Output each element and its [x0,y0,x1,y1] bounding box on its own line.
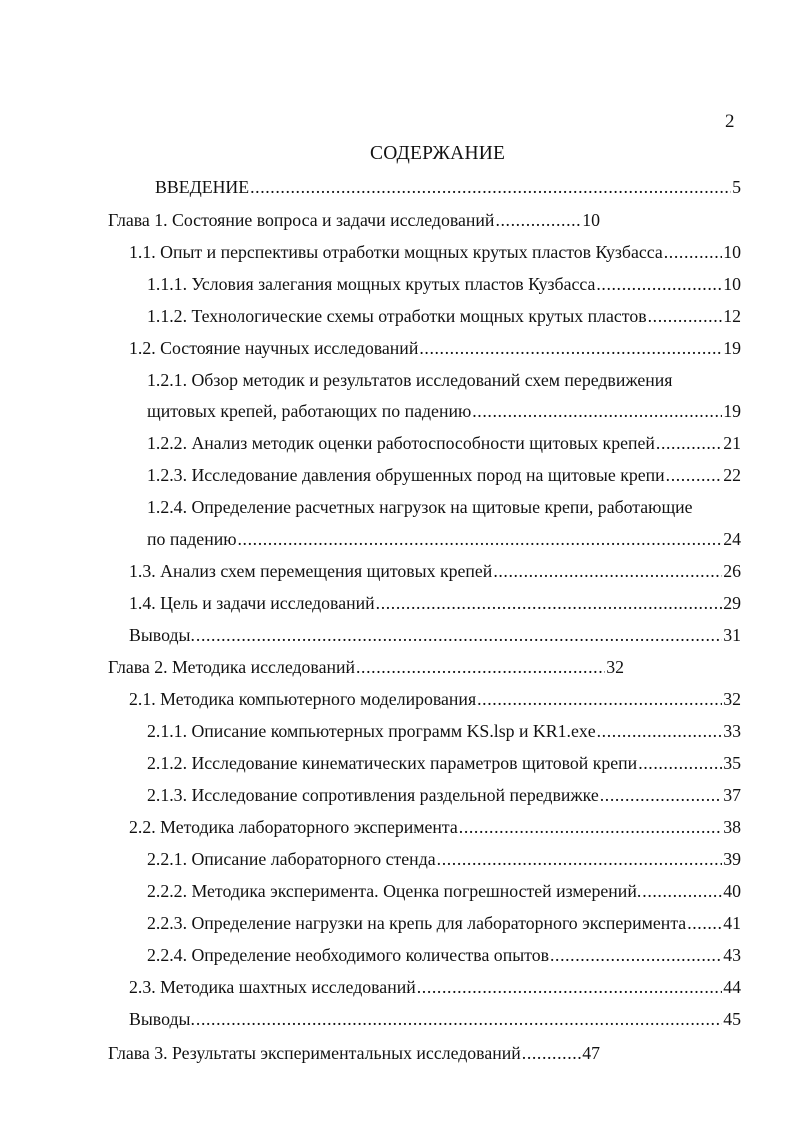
toc-entry-page: 10 [723,274,741,294]
toc-dot-leader [495,208,581,232]
toc-entry-page: 41 [723,913,741,933]
toc-entry-page: 29 [723,593,741,613]
toc-dot-leader [437,847,723,871]
toc-dot-leader [356,655,605,679]
toc-entry-text: 2.2.3. Определение нагрузки на крепь для лабораторного эксперимента [147,913,687,933]
toc-entry-chapter-1[interactable] [108,208,600,232]
toc-entry-1-2-4[interactable] [147,527,741,551]
toc-entry-page: 37 [723,785,741,805]
toc-dot-leader [597,719,723,743]
toc-entry-1-2-1[interactable] [147,399,741,423]
toc-entry-text: по падению [147,529,237,549]
toc-dot-leader [477,687,722,711]
toc-entry-text: 2.2. Методика лабораторного эксперимента [129,817,458,837]
toc-entry-conclusions-2[interactable] [129,1007,741,1031]
toc-entry-2-1[interactable] [129,687,741,711]
toc-entry-text: 1.1.1. Условия залегания мощных крутых пластов Кузбасса [147,274,596,294]
toc-entry-page: 12 [723,306,741,326]
toc-entry-2-1-3[interactable] [147,783,741,807]
toc-dot-leader [550,943,722,967]
toc-entry-1-2-3[interactable] [147,463,741,487]
toc-dot-leader [648,304,723,328]
toc-dot-leader [196,1007,722,1031]
toc-dot-leader [666,463,723,487]
toc-entry-text: 1.2.3. Исследование давления обрушенных пород на щитовые крепи [147,465,665,485]
toc-dot-leader [196,623,722,647]
toc-entry-text: 2.1. Методика компьютерного моделирования [129,689,477,709]
toc-dot-leader [687,911,722,935]
toc-entry-page: 47 [582,1043,600,1063]
toc-entry-text: 2.1.1. Описание компьютерных программ KS.lsp и KR1.exe [147,721,596,741]
toc-entry-text: ВВЕДЕНИЕ [155,177,250,197]
toc-entry-text: Глава 2. Методика исследований [108,657,356,677]
toc-entry-page: 10 [723,242,741,262]
toc-dot-leader [459,815,722,839]
toc-entry-text: Глава 3. Результаты экспериментальных исследований [108,1043,521,1063]
toc-dot-leader [250,175,731,199]
toc-entry-text: 1.2. Состояние научных исследований [129,338,419,358]
toc-entry-page: 24 [723,529,741,549]
toc-dot-leader [656,431,722,455]
toc-entry-page: 26 [723,561,741,581]
toc-entry-page: 38 [723,817,741,837]
toc-dot-leader [642,879,722,903]
toc-entry-page: 5 [732,177,741,197]
toc-dot-leader [600,783,722,807]
toc-entry-2-3[interactable] [129,975,741,999]
toc-dot-leader [472,399,722,423]
toc-entry-1-3[interactable] [129,559,741,583]
toc-entry-text: 2.2.4. Определение необходимого количества опытов [147,945,549,965]
toc-entry-page: 10 [582,210,600,230]
toc-entry-text: Глава 1. Состояние вопроса и задачи исследований [108,210,495,230]
toc-entry-page: 31 [723,625,741,645]
toc-entry-2-1-1[interactable] [147,719,741,743]
toc-entry-page: 32 [723,689,741,709]
toc-entry-1-2-4-line1[interactable]: 1.2.4. Определение расчетных нагрузок на щитовые крепи, работающие [147,497,693,517]
toc-title: СОДЕРЖАНИЕ [370,143,506,164]
toc-entry-page: 21 [723,433,741,453]
toc-entry-2-1-2[interactable] [147,751,741,775]
toc-entry-conclusions-1[interactable] [129,623,741,647]
toc-entry-page: 35 [723,753,741,773]
toc-entry-text: щитовых крепей, работающих по падению [147,401,472,421]
toc-entry-page: 45 [723,1009,741,1029]
toc-entry-page: 43 [723,945,741,965]
toc-entry-1-2[interactable] [129,336,741,360]
toc-entry-2-2-2[interactable] [147,879,741,903]
toc-entry-page: 44 [723,977,741,997]
toc-entry-text: Выводы. [129,625,195,645]
toc-dot-leader [376,591,723,615]
toc-entry-text: 1.1. Опыт и перспективы отработки мощных крутых пластов Кузбасса [129,242,663,262]
toc-entry-2-2-3[interactable] [147,911,741,935]
toc-entry-1-1[interactable] [129,240,741,264]
toc-dot-leader [638,751,722,775]
toc-entry-text: Выводы. [129,1009,195,1029]
toc-dot-leader [522,1041,581,1065]
toc-entry-text: 2.2.2. Методика эксперимента. Оценка погрешностей измерений. [147,881,642,901]
toc-entry-chapter-2[interactable] [108,655,624,679]
toc-entry-text: 1.1.2. Технологические схемы отработки мощных крутых пластов [147,306,647,326]
toc-entry-1-2-1-line1[interactable]: 1.2.1. Обзор методик и результатов исследований схем передвижения [147,370,673,390]
toc-entry-1-2-2[interactable] [147,431,741,455]
toc-dot-leader [238,527,723,551]
toc-entry-chapter-3[interactable] [108,1041,600,1065]
toc-entry-page: 22 [723,465,741,485]
toc-entry-introduction[interactable] [155,175,741,199]
toc-dot-leader [417,975,722,999]
toc-entry-page: 19 [723,338,741,358]
toc-entry-2-2-1[interactable] [147,847,741,871]
toc-entry-text: 2.1.3. Исследование сопротивления раздельной передвижке [147,785,599,805]
toc-entry-text: 1.4. Цель и задачи исследований [129,593,375,613]
toc-entry-text: 2.3. Методика шахтных исследований [129,977,416,997]
toc-entry-page: 32 [606,657,624,677]
toc-entry-1-4[interactable] [129,591,741,615]
toc-dot-leader [664,240,722,264]
toc-entry-text: 1.2.2. Анализ методик оценки работоспособности щитовых крепей [147,433,655,453]
toc-entry-page: 39 [723,849,741,869]
toc-entry-text: 2.1.2. Исследование кинематических параметров щитовой крепи [147,753,638,773]
page-number: 2 [725,111,735,132]
toc-entry-2-2[interactable] [129,815,741,839]
toc-entry-text: 2.2.1. Описание лабораторного стенда [147,849,436,869]
toc-dot-leader [493,559,722,583]
toc-entry-page: 40 [723,881,741,901]
toc-entry-1-1-2[interactable] [147,304,741,328]
toc-dot-leader [419,336,722,360]
toc-entry-page: 33 [723,721,741,741]
toc-entry-2-2-4[interactable] [147,943,741,967]
toc-entry-text: 1.3. Анализ схем перемещения щитовых крепей [129,561,493,581]
toc-dot-leader [596,272,722,296]
toc-entry-page: 19 [723,401,741,421]
toc-entry-1-1-1[interactable] [147,272,741,296]
